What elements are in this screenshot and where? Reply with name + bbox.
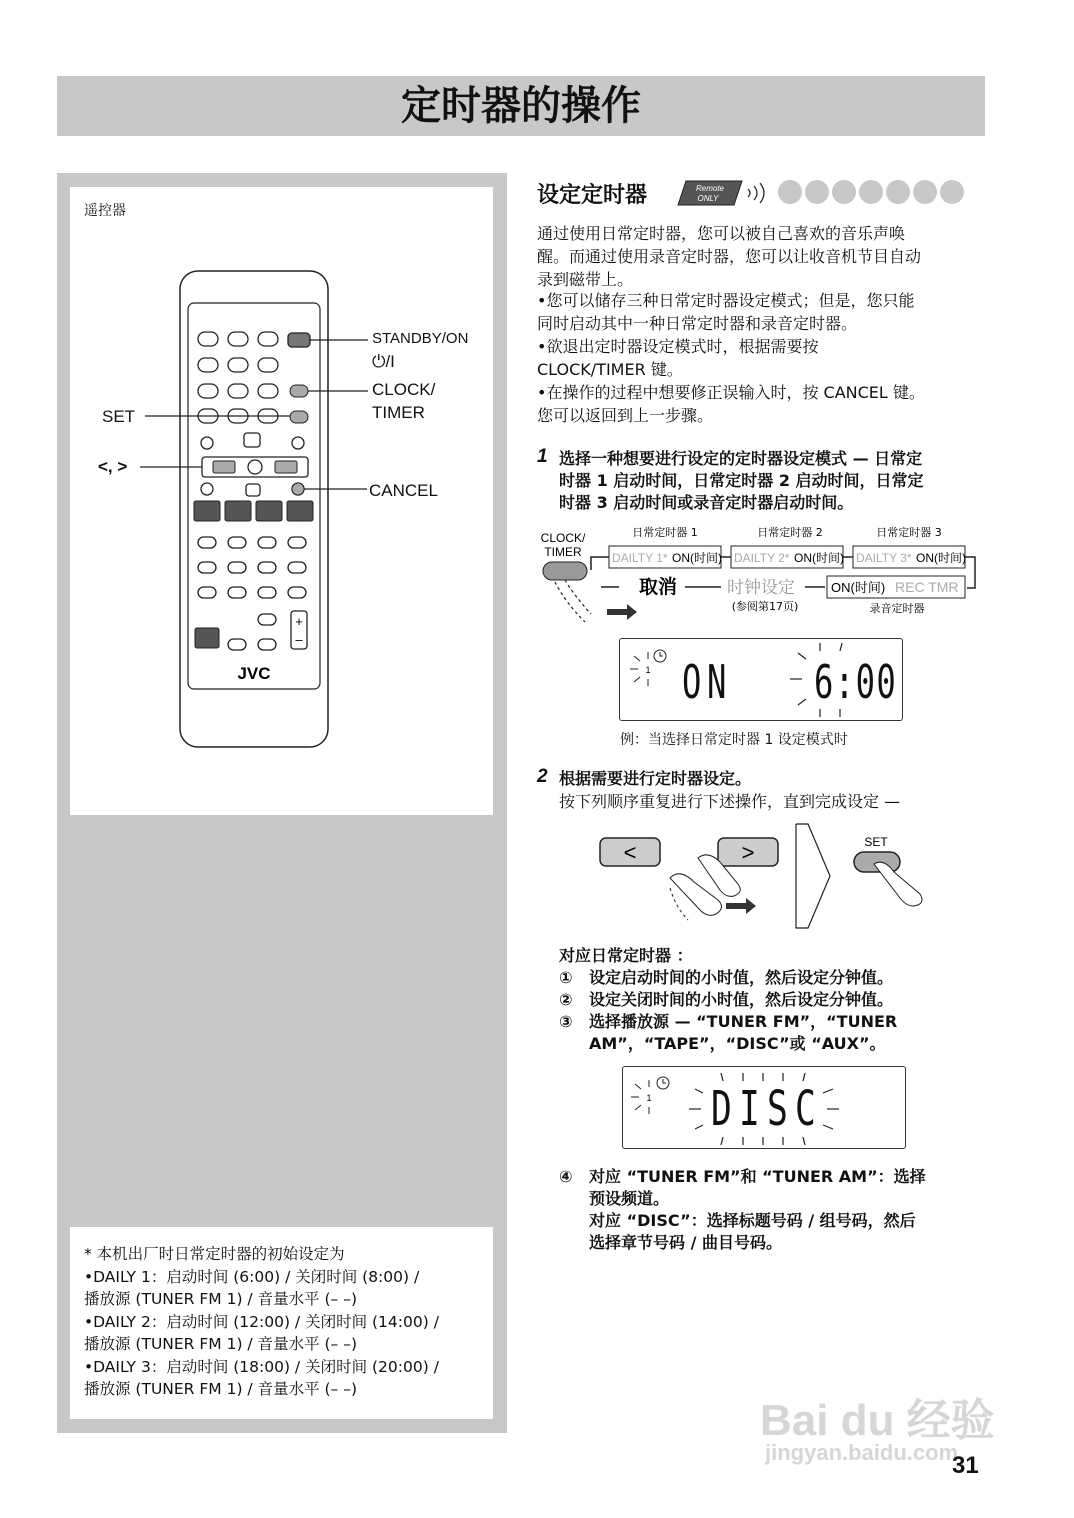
list-item: ③ 选择播放源 — “TUNER FM”，“TUNER — [559, 1012, 898, 1031]
section-heading: 设定定时器 — [537, 183, 648, 208]
lcd-text-disc: DISC — [711, 1081, 824, 1137]
brand-logo: JVC — [237, 664, 271, 683]
right-arrow-button — [275, 461, 297, 473]
svg-text:DAILTY 2*: DAILTY 2* — [734, 551, 790, 565]
cancel-button — [292, 483, 304, 495]
step1-text: 选择一种想要进行设定的定时器设定模式 — 日常定 时器 1 启动时间，日常定时器 2 启动时间，日常定 时器 3 启动时间或录音定时器启动时间。 — [559, 449, 924, 512]
step2-line2: 按下列顺序重复进行下述操作，直到完成设定 — — [559, 792, 901, 811]
heading-dots — [778, 180, 964, 204]
timer-mode-diagram — [535, 520, 985, 630]
bullet-item: •欲退出定时器设定模式时，根据需要按 CLOCK/TIMER 键。 — [537, 337, 819, 379]
svg-text:ON(时间): ON(时间) — [672, 551, 722, 565]
watermark-brand: Bai du 经验 — [760, 1396, 995, 1445]
label-standby-symbol: ⏻/I — [372, 352, 395, 371]
item4: ④ 对应 “TUNER FM”和 “TUNER AM”：选择 预设频道。 对应 “DISC”：选择标题号码 / 组号码，然后 选择章节号码 / 曲目号码。 — [559, 1167, 926, 1252]
svg-text:时钟设定: 时钟设定 — [727, 578, 795, 598]
clock-timer-key — [543, 562, 587, 580]
svg-text:ON(时间): ON(时间) — [794, 551, 844, 565]
watermark-url: jingyan.baidu.com — [765, 1440, 959, 1465]
list-item: ① 设定启动时间的小时值，然后设定分钟值。 — [559, 968, 894, 987]
list-item: ② 设定关闭时间的小时值，然后设定分钟值。 — [559, 990, 894, 1009]
svg-text:TIMER: TIMER — [544, 545, 582, 559]
svg-text:日常定时器 2: 日常定时器 2 — [757, 526, 823, 539]
lcd-text-on: ON — [682, 655, 732, 709]
remote-illustration — [70, 187, 493, 815]
svg-text:(参阅第17页): (参阅第17页) — [731, 600, 799, 613]
list-item-cont: AM”，“TAPE”，“DISC”或 “AUX”。 — [589, 1034, 886, 1053]
svg-text:ONLY: ONLY — [697, 194, 719, 203]
label-timer: TIMER — [372, 403, 425, 422]
remote-only-badge — [676, 177, 776, 209]
svg-text:1: 1 — [645, 665, 651, 675]
svg-text:<: < — [623, 840, 637, 865]
label-cancel: CANCEL — [369, 481, 438, 500]
label-standby: STANDBY/ON — [372, 330, 469, 347]
svg-text:ON(时间): ON(时间) — [916, 551, 966, 565]
svg-text:日常定时器 3: 日常定时器 3 — [876, 526, 942, 539]
daily-title: 对应日常定时器 ： — [559, 946, 693, 965]
page-number: 31 — [952, 1452, 979, 1479]
label-arrows: <, > — [98, 457, 128, 476]
svg-text:Remote: Remote — [695, 184, 725, 193]
daily-items — [559, 967, 989, 1055]
svg-text:SET: SET — [864, 835, 888, 849]
lcd-text-time: 6:00 — [814, 655, 898, 709]
clock-timer-button — [290, 385, 308, 397]
svg-text:CLOCK/: CLOCK/ — [540, 531, 586, 545]
svg-text:>: > — [741, 840, 755, 865]
svg-text:日常定时器 1: 日常定时器 1 — [632, 526, 698, 539]
intro-text: 通过使用日常定时器，您可以被自己喜欢的音乐声唤 醒。而通过使用录音定时器，您可以让收音机节目自动 录到磁带上。 — [537, 224, 922, 289]
standby-button — [288, 333, 310, 347]
remote-caption: 遥控器 — [84, 203, 126, 219]
minus-label: – — [295, 632, 303, 647]
step1-number: 1 — [537, 446, 548, 467]
left-arrow-button — [213, 461, 235, 473]
svg-text:REC TMR: REC TMR — [895, 579, 959, 595]
lcd-caption: 例：当选择日常定时器 1 设定模式时 — [620, 732, 848, 748]
step2-line1: 根据需要进行定时器设定。 — [559, 769, 752, 788]
label-clock: CLOCK/ — [372, 380, 436, 399]
plus-label: + — [295, 614, 303, 629]
page-title: 定时器的操作 — [401, 83, 641, 129]
svg-text:录音定时器: 录音定时器 — [869, 602, 925, 615]
set-button — [290, 411, 308, 423]
svg-text:DAILTY 1*: DAILTY 1* — [612, 551, 668, 565]
svg-text:1: 1 — [646, 1093, 652, 1103]
footnote: * 本机出厂时日常定时器的初始设定为 •DAILY 1：启动时间 (6:00) / 关闭时间 (8:00) / 播放源 (TUNER FM 1) / 音量水平 (– –) •DAILY 2：启动时间 (12:00) / 关闭时间 (14:00) / 播放源 (TUNER FM 1) / 音量水平 (– –) •DAILY 3：启动时间 (18:00) / 关闭时间 (20:00) / 播放源 (TUNER FM 1) / 音量水平 (– –) — [84, 1245, 439, 1398]
svg-text:DAILTY 3*: DAILTY 3* — [856, 551, 912, 565]
bullet-list — [537, 289, 987, 427]
set-button-illustration — [854, 852, 900, 872]
bullet-item: •您可以储存三种日常定时器设定模式；但是，您只能 同时启动其中一种日常定时器和录音定时器。 — [537, 291, 915, 333]
label-set: SET — [102, 407, 136, 426]
arrow-set-diagram — [590, 818, 930, 933]
step2-number: 2 — [537, 766, 548, 787]
lcd-display-2 — [622, 1066, 906, 1149]
lcd-display-1 — [619, 638, 903, 721]
svg-text:取消: 取消 — [639, 576, 678, 598]
bullet-item: •在操作的过程中想要修正误输入时，按 CANCEL 键。 您可以返回到上一步骤。 — [537, 383, 925, 425]
svg-text:ON(时间): ON(时间) — [831, 580, 886, 595]
